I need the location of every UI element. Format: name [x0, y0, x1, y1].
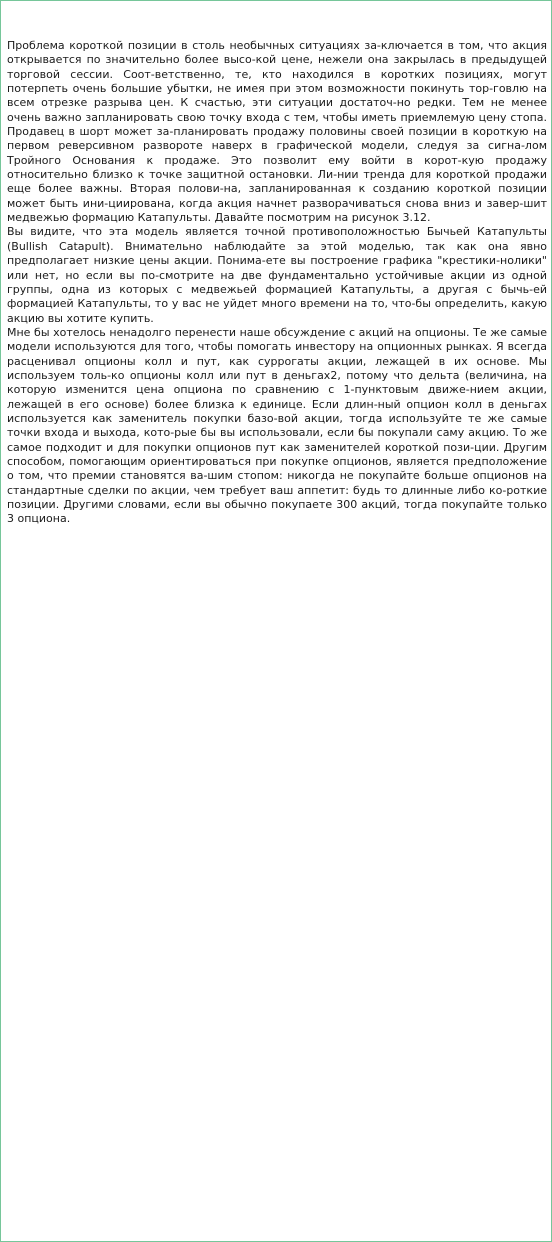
paragraph-short-position-gap: Проблема короткой позиции в столь необычных ситуациях за-ключается в том, что акция открывается по значительно более высо-кой цене, нежели она закрылась в предыдущей торговой сессии. Соот-ветственно, те, кто находился в коротких позициях, могут потерпеть очень большие убытки, не имея при этом возможности покинуть тор-говлю на всем отрезке разрыва цен. К счастью, эти ситуации достаточ-но редки. Тем не менее очень важно запланировать свою точку входа с тем, чтобы иметь приемлемую цену стопа. Продавец в шорт может за-планировать продажу половины своей позиции в короткую на первом реверсивном развороте наверх в графической модели, следуя за сигна-лом Тройного Основания к продаже. Это позволит ему войти в корот-кую продажу относительно близко к точке защитной остановки. Ли-нии тренда для короткой продажи еще более важны. Вторая полови-на, запланированная к созданию короткой позиции может быть ини-циирована, когда акция начнет разворачиваться снова вниз и завер-шит медвежью формацию Катапульты. Давайте посмотрим на рисунок 3.12.: [7, 39, 547, 225]
paragraph-options: Мне бы хотелось ненадолго перенести наше обсуждение с акций на опционы. Те же самые модели используются для того, чтобы помогать инвестору на опционных рынках. Я всегда расценивал опционы колл и пут, как суррогаты акции, лежащей в их основе. Мы используем толь-ко опционы колл или пут в деньгах2, потому что дельта (величина, на которую изменится цена опциона по сравнению с 1-пунктовым движе-нием акции, лежащей в его основе) более близка к единице. Если длин-ный опцион колл в деньгах используется как заменитель покупки базо-вой акции, тогда используйте те же самые точки входа и выхода, кото-рые бы вы использовали, если бы покупали саму акцию. То же самое подходит и для покупки опционов пут как заменителей короткой пози-ции. Другим способом, помогающим ориентироваться при покупке опционов, является предположение о том, что премии становятся ва-шим стопом: никогда не покупайте больше опционов на стандартные сделки по акции, чем требует ваш аппетит: будь то длинные либо ко-роткие позиции. Другими словами, если вы обычно покупаете 300 акций, тогда покупайте только 3 опциона.: [7, 325, 547, 526]
article-body: [7, 39, 547, 527]
paragraph-bearish-catapult: Вы видите, что эта модель является точной противоположностью Бычьей Катапульты (Bullish Catapult). Внимательно наблюдайте за этой моделью, так как она явно предполагает низкие цены акции. Понима-ете вы построение графика "крестики-нолики" или нет, но если вы по-смотрите на две фундаментально устойчивые акции из одной группы, одна из которых с медвежьей формацией Катапульты, а другая с бычь-ей формацией Катапульты, то у вас не уйдет много времени на то, что-бы определить, какую акцию вы хотите купить.: [7, 225, 547, 325]
